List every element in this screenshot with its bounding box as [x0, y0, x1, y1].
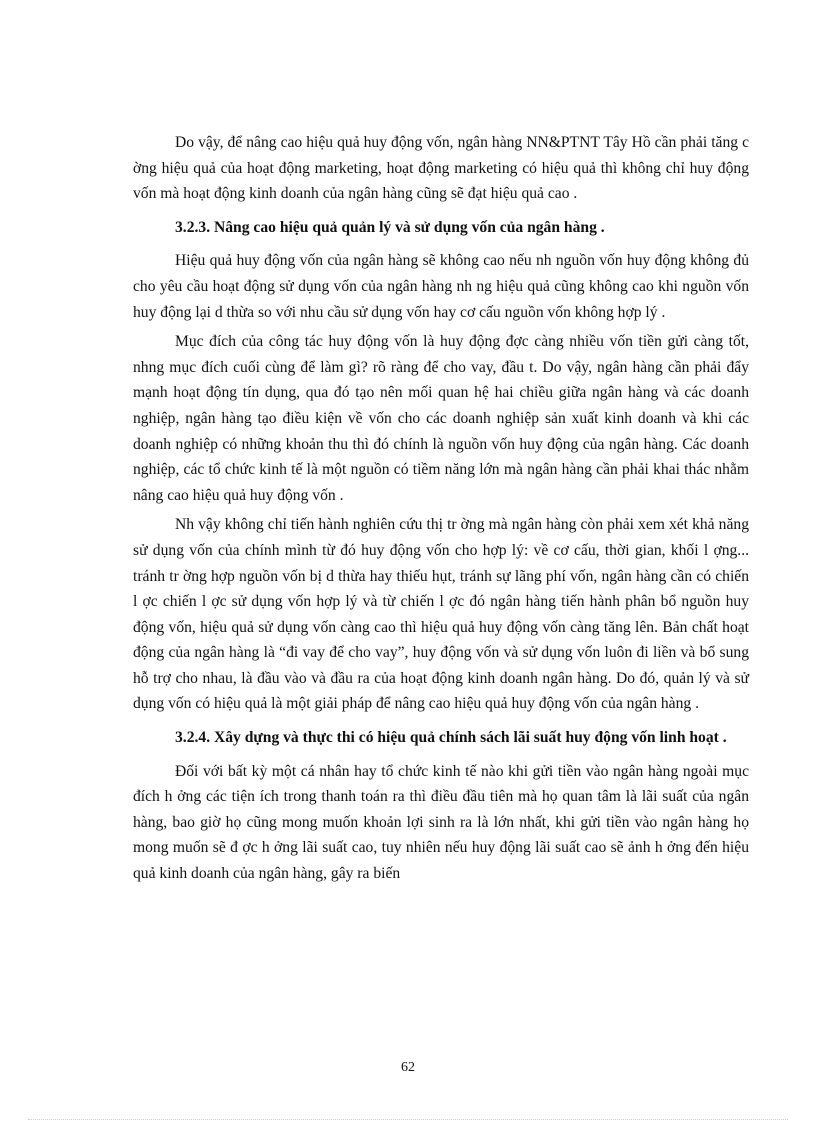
heading-3-2-3: 3.2.3. Nâng cao hiệu quả quản lý và sử dụng vốn của ngân hàng . — [175, 218, 605, 236]
paragraph-interest-rate: Đối với bất kỳ một cá nhân hay tổ chức kinh tế nào khi gửi tiền vào ngân hàng ngoài mục đích h ởng các tiện ích trong thanh toán ra thì điều đầu tiên mà họ quan tâm là lãi suất của ngân hàng, bao giờ họ cũng mong muốn khoản lợi sinh ra là lớn nhất, khi gửi tiền vào ngân hàng họ mong muốn sẽ đ ợc h ởng lãi suất cao, tuy nhiên nếu huy động lãi suất cao sẽ ảnh h ởng đến hiệu quả kinh doanh của ngân hàng, gây ra biến — [133, 762, 749, 883]
page-number: 62 — [401, 1060, 415, 1075]
footer-divider — [28, 1119, 788, 1120]
heading-3-2-4: 3.2.4. Xây dựng và thực thi có hiệu quả chính sách lãi suất huy động vốn linh hoạt . — [175, 729, 727, 747]
paragraph-marketing: Do vậy, để nâng cao hiệu quả huy động vốn, ngân hàng NN&PTNT Tây Hồ cần phải tăng c ờng hiệu quả của hoạt động marketing, hoạt động marketing có hiệu quả thì không chỉ huy động vốn mà hoạt động kinh doanh của ngân hàng cũng sẽ đạt hiệu quả cao . — [133, 134, 749, 203]
paragraph-purpose: Mục đích của công tác huy động vốn là huy động đợc càng nhiều vốn tiền gửi càng tốt, nhng mục đích cuối cùng để làm gì? rõ ràng để cho vay, đầu t. Do vậy, ngân hàng cần phải đẩy mạnh hoạt động tín dụng, qua đó tạo nên mối quan hệ hai chiều giữa ngân hàng và các doanh nghiệp, ngân hàng tạo điều kiện về vốn cho các doanh nghiệp sản xuất kinh doanh và khi các doanh nghiệp có những khoản thu thì đó chính là nguồn vốn huy động của ngân hàng. Các doanh nghiệp, các tổ chức kinh tế là một nguồn có tiềm năng lớn mà ngân hàng cần phải khai thác nhằm nâng cao hiệu quả huy động vốn . — [133, 333, 749, 504]
paragraph-efficiency: Hiệu quả huy động vốn của ngân hàng sẽ không cao nếu nh nguồn vốn huy động không đủ cho yêu cầu hoạt động sử dụng vốn của ngân hàng nh ng hiệu quả cũng không cao khi nguồn vốn huy động lại d thừa so với nhu cầu sử dụng vốn hay cơ cấu nguồn vốn không hợp lý . — [133, 252, 749, 321]
page-body — [133, 130, 749, 887]
paragraph-strategy: Nh vậy không chỉ tiến hành nghiên cứu thị tr ờng mà ngân hàng còn phải xem xét khả năng sử dụng vốn của chính mình từ đó huy động vốn cho hợp lý: về cơ cấu, thời gian, khối l ợng... tránh tr ờng hợp nguồn vốn bị d thừa hay thiếu hụt, tránh sự lãng phí vốn, ngân hàng cần có chiến l ợc chiến l ợc sử dụng vốn hợp lý và từ chiến l ợc đó ngân hàng tiến hành phân bổ nguồn huy động vốn, hiệu quả sử dụng vốn càng cao thì hiệu quả huy động vốn càng tăng lên. Bản chất hoạt động của ngân hàng là “đi vay để cho vay”, huy động vốn và sử dụng vốn luôn đi liền và bổ sung hỗ trợ cho nhau, là đầu vào và đầu ra của hoạt động kinh doanh ngân hàng. Do đó, quản lý và sử dụng vốn có hiệu quả là một giải pháp để nâng cao hiệu quả huy động vốn của ngân hàng . — [133, 516, 749, 713]
